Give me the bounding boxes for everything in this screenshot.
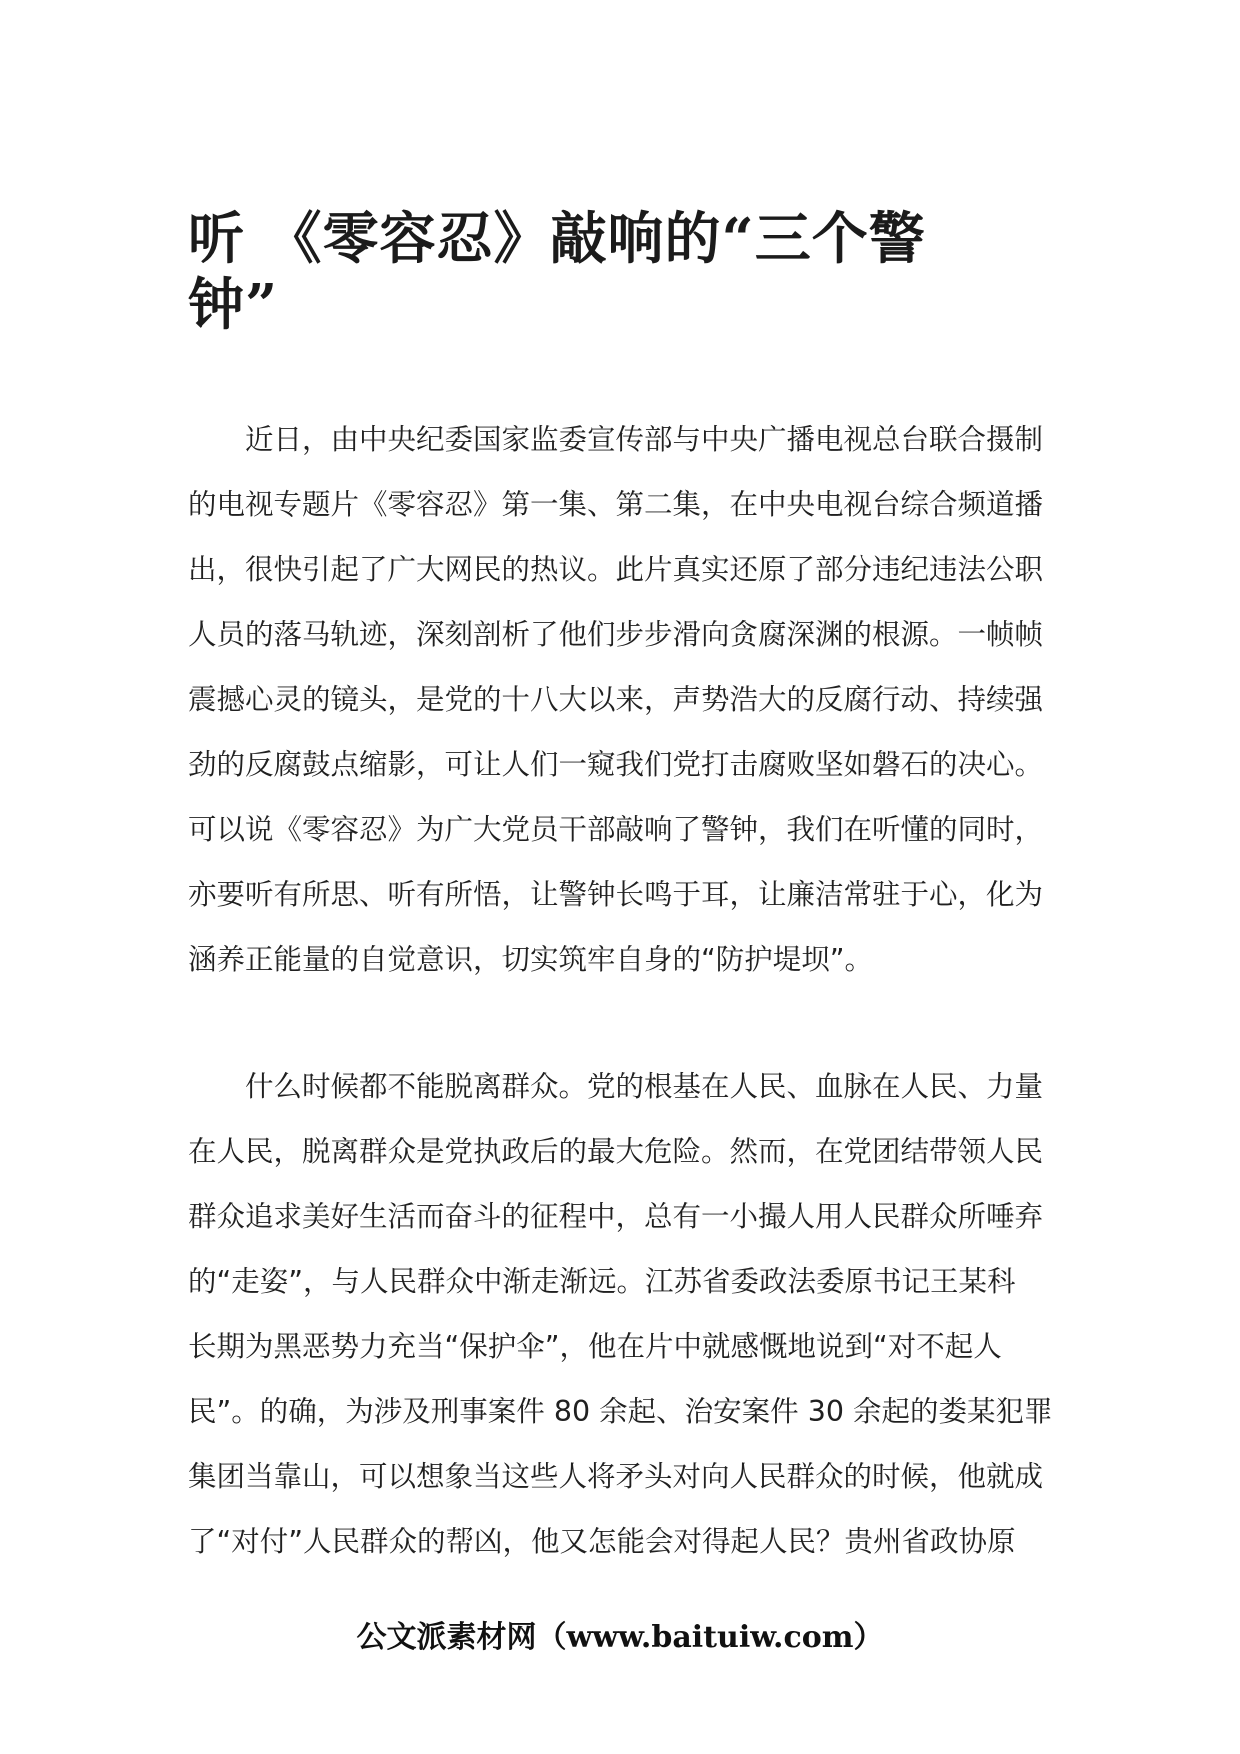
paragraph-line: 劲的反腐鼓点缩影，可让人们一窥我们党打击腐败坚如磐石的决心。 [188, 748, 1044, 781]
paragraph-line: 近日，由中央纪委国家监委宣传部与中央广播电视总台联合摄制 [245, 423, 1044, 456]
paragraph-1 [188, 407, 1043, 992]
title-line: 听 《零容忍》敲响的“三个警 [188, 206, 926, 272]
paragraph-line: 人员的落马轨迹，深刻剖析了他们步步滑向贪腐深渊的根源。一帧帧 [188, 618, 1044, 651]
document-title [188, 206, 978, 338]
paragraph-line: 出，很快引起了广大网民的热议。此片真实还原了部分违纪违法公职 [188, 553, 1044, 586]
paragraph-line: 的电视专题片《零容忍》第一集、第二集，在中央电视台综合频道播 [188, 488, 1044, 521]
footer-source: 公文派素材网（www.baituiw.com） [356, 1620, 884, 1655]
paragraph-line: 什么时候都不能脱离群众。党的根基在人民、血脉在人民、力量 [245, 1070, 1044, 1103]
title-line: 钟” [188, 272, 279, 338]
paragraph-line: 涵养正能量的自觉意识，切实筑牢自身的“防护堤坝”。 [188, 943, 874, 976]
paragraph-line: 在人民，脱离群众是党执政后的最大危险。然而，在党团结带领人民 [188, 1135, 1044, 1168]
paragraph-line: 了“对付”人民群众的帮凶，他又怎能会对得起人民？贵州省政协原 [188, 1525, 1016, 1558]
paragraph-line: 震撼心灵的镜头，是党的十八大以来，声势浩大的反腐行动、持续强 [188, 683, 1044, 716]
paragraph-line: 可以说《零容忍》为广大党员干部敲响了警钟，我们在听懂的同时， [188, 813, 1044, 846]
paragraph-line: 亦要听有所思、听有所悟，让警钟长鸣于耳，让廉洁常驻于心，化为 [188, 878, 1044, 911]
paragraph-line: 民”。的确，为涉及刑事案件 80 余起、治安案件 30 余起的娄某犯罪 [188, 1395, 1053, 1428]
paragraph-2 [188, 1054, 1053, 1574]
paragraph-line: 群众追求美好生活而奋斗的征程中，总有一小撮人用人民群众所唾弃 [188, 1200, 1044, 1233]
paragraph-line: 长期为黑恶势力充当“保护伞”，他在片中就感慨地说到“对不起人 [188, 1330, 1002, 1363]
paragraph-line: 集团当靠山，可以想象当这些人将矛头对向人民群众的时候，他就成 [188, 1460, 1044, 1493]
paragraph-line: 的“走姿”，与人民群众中渐走渐远。江苏省委政法委原书记王某科 [188, 1265, 1016, 1298]
